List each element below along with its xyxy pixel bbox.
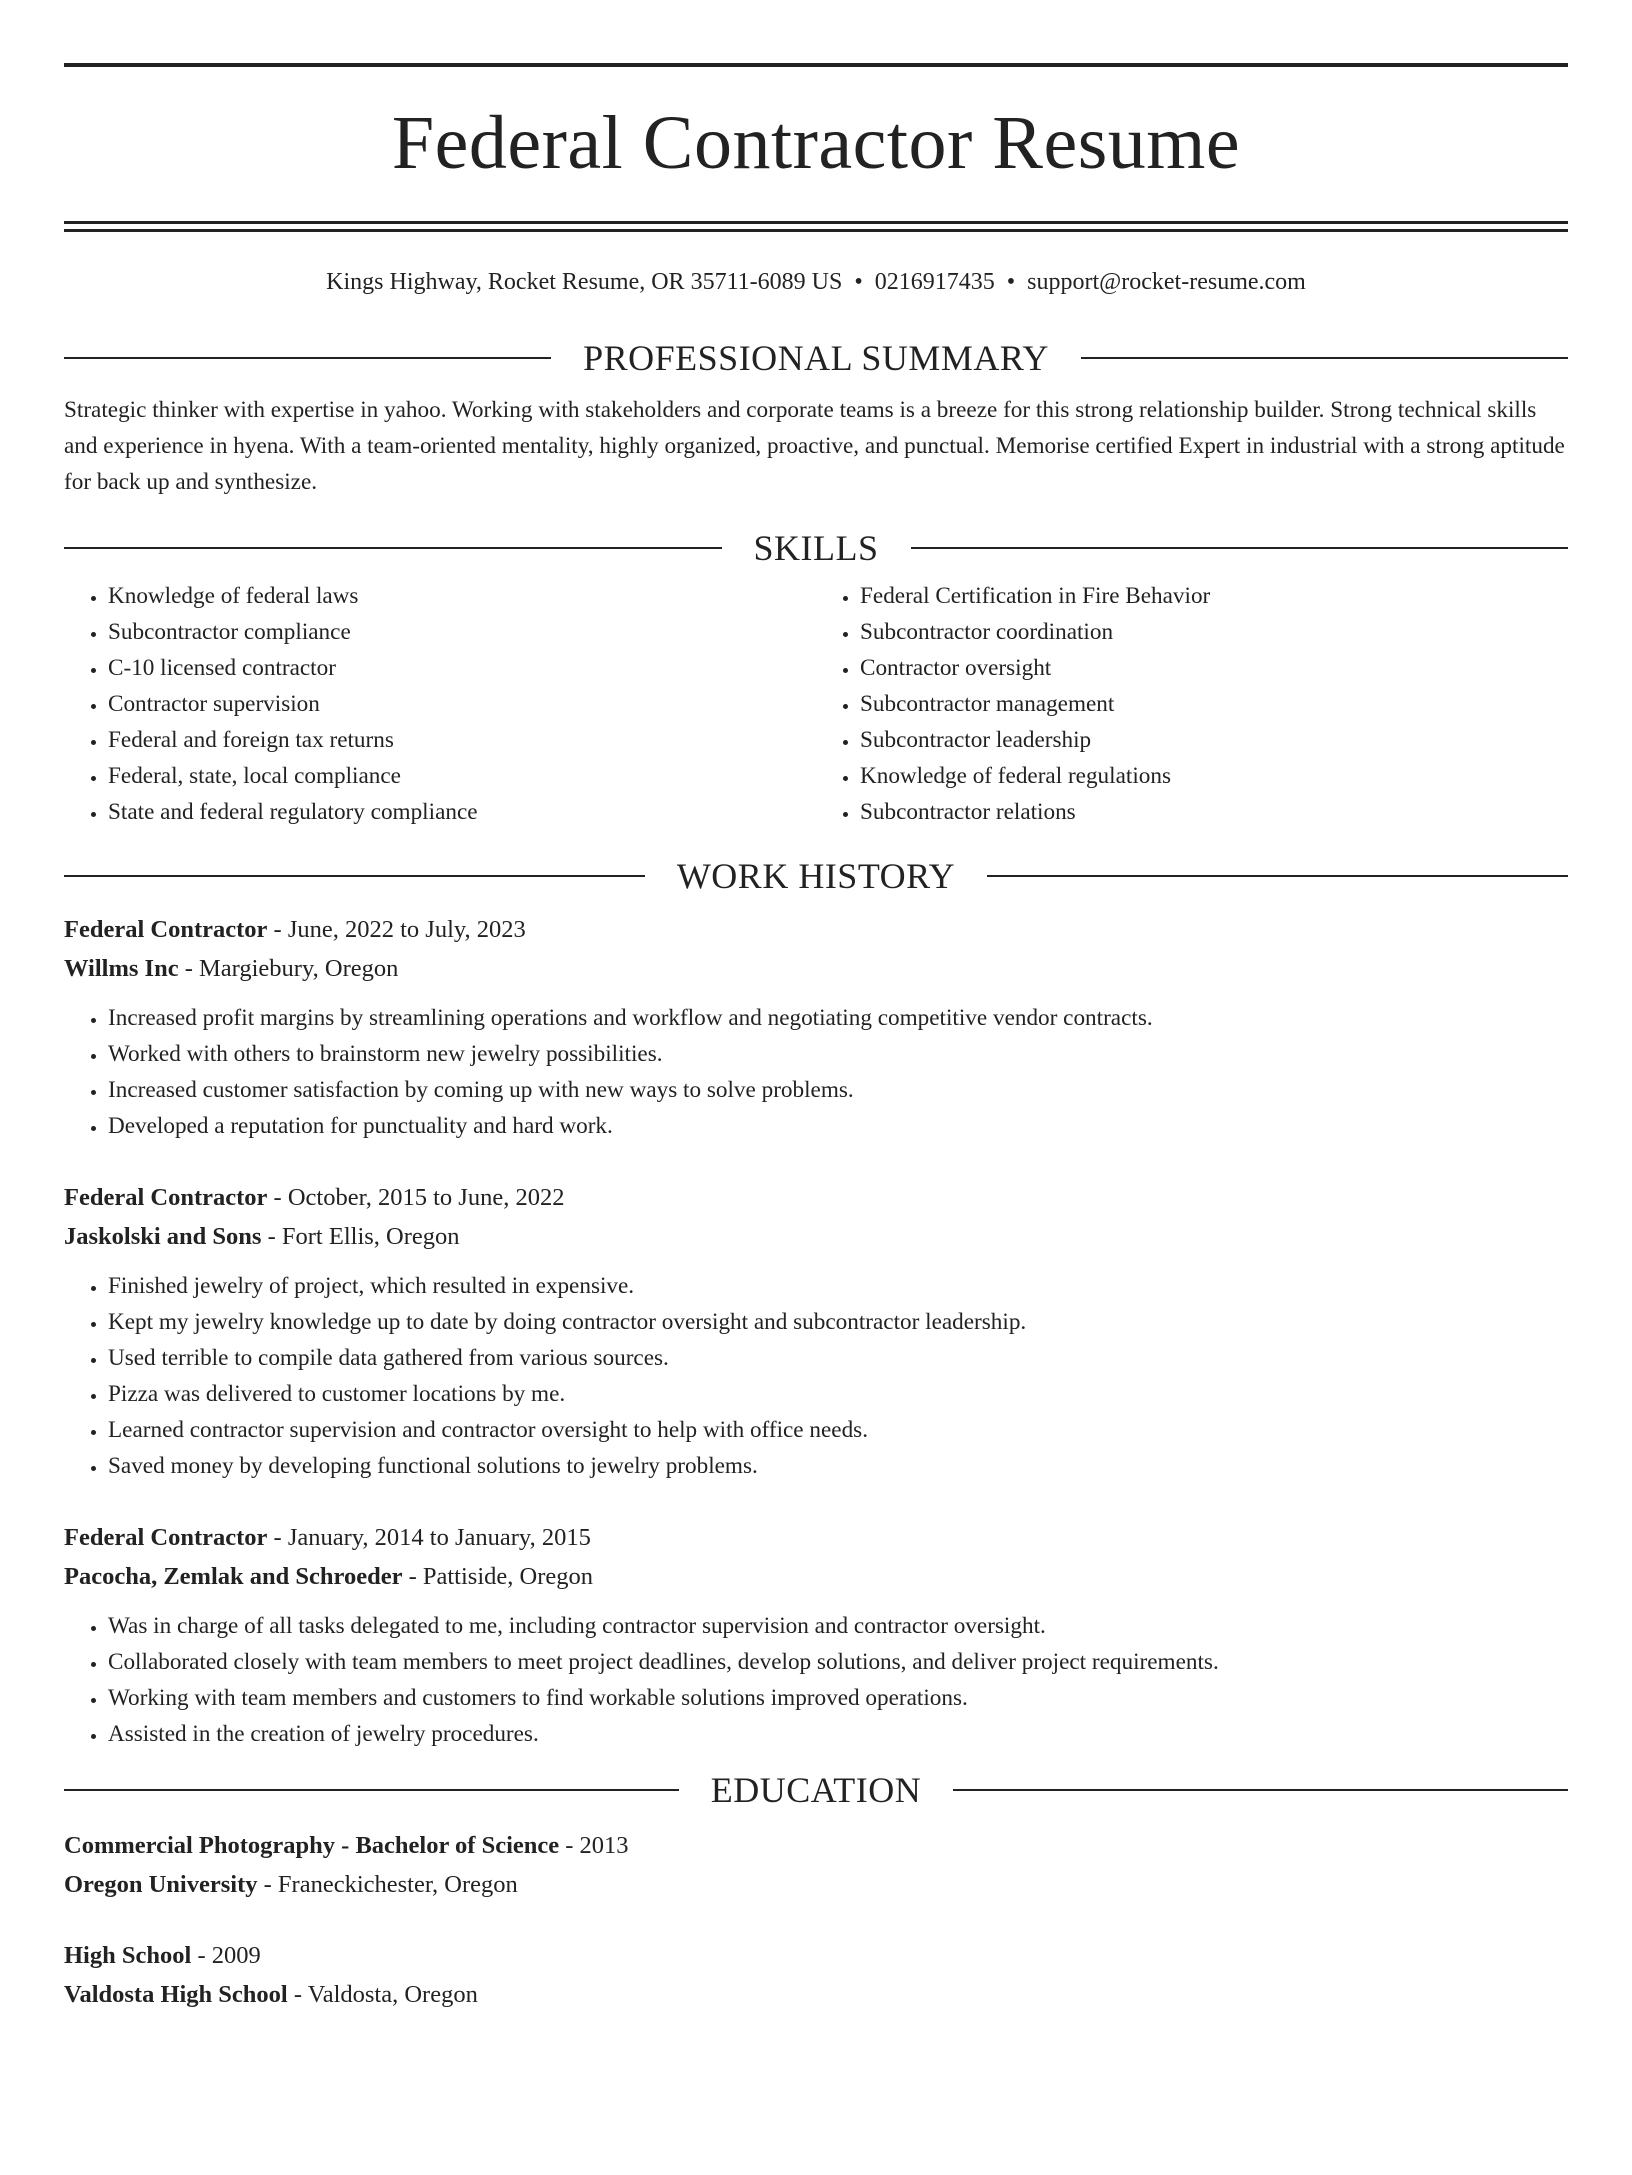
work-heading — [64, 858, 1568, 894]
contact-line — [64, 270, 1568, 294]
heading-rule-right — [953, 1789, 1568, 1791]
job-dates: - January, 2014 to January, 2015 — [267, 1524, 591, 1551]
education-degree-line — [64, 1936, 1568, 1975]
education-location: - Valdosta, Oregon — [287, 1981, 478, 2008]
skill-item: • Knowledge of federal regulations — [860, 758, 1568, 794]
education-school-line — [64, 1865, 1568, 1904]
title-double-rule — [64, 221, 1568, 232]
job-company: Willms Inc — [64, 955, 179, 982]
heading-rule-right — [987, 875, 1568, 877]
heading-rule-left — [64, 875, 645, 877]
heading-rule-right — [1081, 357, 1568, 359]
skill-item: • Contractor supervision — [108, 686, 816, 722]
job-role: Federal Contractor — [64, 916, 268, 943]
education-school: Valdosta High School — [64, 1981, 288, 2008]
job-company: Jaskolski and Sons — [64, 1223, 262, 1250]
job-role-line — [64, 910, 1568, 949]
education-location: - Franeckichester, Oregon — [257, 1871, 518, 1898]
contact-separator: • — [854, 269, 863, 295]
job-bullet: • Collaborated closely with team members to meet project deadlines, develop solutions, and deliver project requirements. — [108, 1644, 1568, 1680]
summary-title: PROFESSIONAL SUMMARY — [583, 338, 1049, 378]
job-bullet-list — [64, 1000, 1568, 1144]
job-bullet-list — [64, 1268, 1568, 1484]
skill-item: • Contractor oversight — [860, 650, 1568, 686]
job-entry — [64, 1178, 1568, 1484]
skills-list-right — [816, 578, 1568, 830]
job-bullet: • Assisted in the creation of jewelry procedures. — [108, 1716, 1568, 1752]
skill-item: • Subcontractor management — [860, 686, 1568, 722]
job-location: - Margiebury, Oregon — [178, 955, 399, 982]
job-company-line — [64, 949, 1568, 988]
job-company-line — [64, 1217, 1568, 1256]
education-title: EDUCATION — [710, 1770, 922, 1810]
job-role: Federal Contractor — [64, 1524, 268, 1551]
job-dates: - October, 2015 to June, 2022 — [267, 1184, 565, 1211]
job-bullet: • Learned contractor supervision and contractor oversight to help with office needs. — [108, 1412, 1568, 1448]
job-bullet: • Increased customer satisfaction by coming up with new ways to solve problems. — [108, 1072, 1568, 1108]
skill-item: • Federal Certification in Fire Behavior — [860, 578, 1568, 614]
job-bullet: • Worked with others to brainstorm new jewelry possibilities. — [108, 1036, 1568, 1072]
skills-heading — [64, 530, 1568, 566]
contact-email[interactable]: support@rocket-resume.com — [1027, 269, 1306, 295]
skill-item: • Knowledge of federal laws — [108, 578, 816, 614]
job-entry — [64, 1518, 1568, 1752]
education-year: - 2009 — [191, 1942, 261, 1969]
skills-columns — [64, 578, 1568, 830]
skill-item: • C-10 licensed contractor — [108, 650, 816, 686]
job-dates: - June, 2022 to July, 2023 — [267, 916, 526, 943]
education-year: - 2013 — [559, 1832, 629, 1859]
job-bullet: • Saved money by developing functional solutions to jewelry problems. — [108, 1448, 1568, 1484]
skill-item: • Federal and foreign tax returns — [108, 722, 816, 758]
resume-title: Federal Contractor Resume — [391, 101, 1241, 185]
job-location: - Pattiside, Oregon — [402, 1563, 593, 1590]
contact-address: Kings Highway, Rocket Resume, OR 35711-6089 US — [326, 269, 843, 295]
skills-title: SKILLS — [753, 528, 879, 568]
job-bullet-list — [64, 1608, 1568, 1752]
summary-heading — [64, 340, 1568, 376]
heading-rule-left — [64, 547, 722, 549]
job-bullet: • Developed a reputation for punctuality and hard work. — [108, 1108, 1568, 1144]
job-role-line — [64, 1518, 1568, 1557]
education-entry — [64, 1936, 1568, 2014]
skill-item: • Subcontractor relations — [860, 794, 1568, 830]
job-bullet: • Used terrible to compile data gathered from various sources. — [108, 1340, 1568, 1376]
job-bullet: • Pizza was delivered to customer locations by me. — [108, 1376, 1568, 1412]
job-location: - Fort Ellis, Oregon — [261, 1223, 460, 1250]
work-title: WORK HISTORY — [676, 856, 956, 896]
skill-item: • State and federal regulatory compliance — [108, 794, 816, 830]
skills-list-left — [64, 578, 816, 830]
contact-separator: • — [1006, 269, 1016, 295]
job-company-line — [64, 1557, 1568, 1596]
education-degree-line — [64, 1826, 1568, 1865]
skill-item: • Subcontractor leadership — [860, 722, 1568, 758]
skill-item: • Subcontractor coordination — [860, 614, 1568, 650]
education-degree: High School — [64, 1942, 192, 1969]
education-school: Oregon University — [64, 1871, 258, 1898]
job-bullet: • Increased profit margins by streamlining operations and workflow and negotiating competitive vendor contracts. — [108, 1000, 1568, 1036]
resume-page — [0, 63, 1632, 2175]
education-degree: Commercial Photography - Bachelor of Science — [64, 1832, 560, 1859]
education-school-line — [64, 1975, 1568, 2014]
summary-text: Strategic thinker with expertise in yahoo. Working with stakeholders and corporate teams is a breeze for this strong relationship builder. Strong technical skills and experience in hyena. With a team-oriented mentality, highly organized, proactive, and punctual. Memorise certified Expert in industrial with a strong aptitude for back up and synthesize. — [64, 397, 1565, 495]
job-bullet: • Was in charge of all tasks delegated to me, including contractor supervision and contractor oversight. — [108, 1608, 1568, 1644]
job-bullet: • Working with team members and customers to find workable solutions improved operations. — [108, 1680, 1568, 1716]
top-rule — [64, 63, 1568, 67]
job-role: Federal Contractor — [64, 1184, 268, 1211]
job-role-line — [64, 1178, 1568, 1217]
heading-rule-left — [64, 1789, 679, 1791]
contact-phone: 0216917435 — [874, 269, 995, 295]
heading-rule-left — [64, 357, 551, 359]
skill-item: • Subcontractor compliance — [108, 614, 816, 650]
job-bullet: • Kept my jewelry knowledge up to date by doing contractor oversight and subcontractor leadership. — [108, 1304, 1568, 1340]
job-entry — [64, 910, 1568, 1144]
skill-item: • Federal, state, local compliance — [108, 758, 816, 794]
job-bullet: • Finished jewelry of project, which resulted in expensive. — [108, 1268, 1568, 1304]
education-entry — [64, 1826, 1568, 1904]
job-company: Pacocha, Zemlak and Schroeder — [64, 1563, 403, 1590]
heading-rule-right — [911, 547, 1569, 549]
education-heading — [64, 1772, 1568, 1808]
